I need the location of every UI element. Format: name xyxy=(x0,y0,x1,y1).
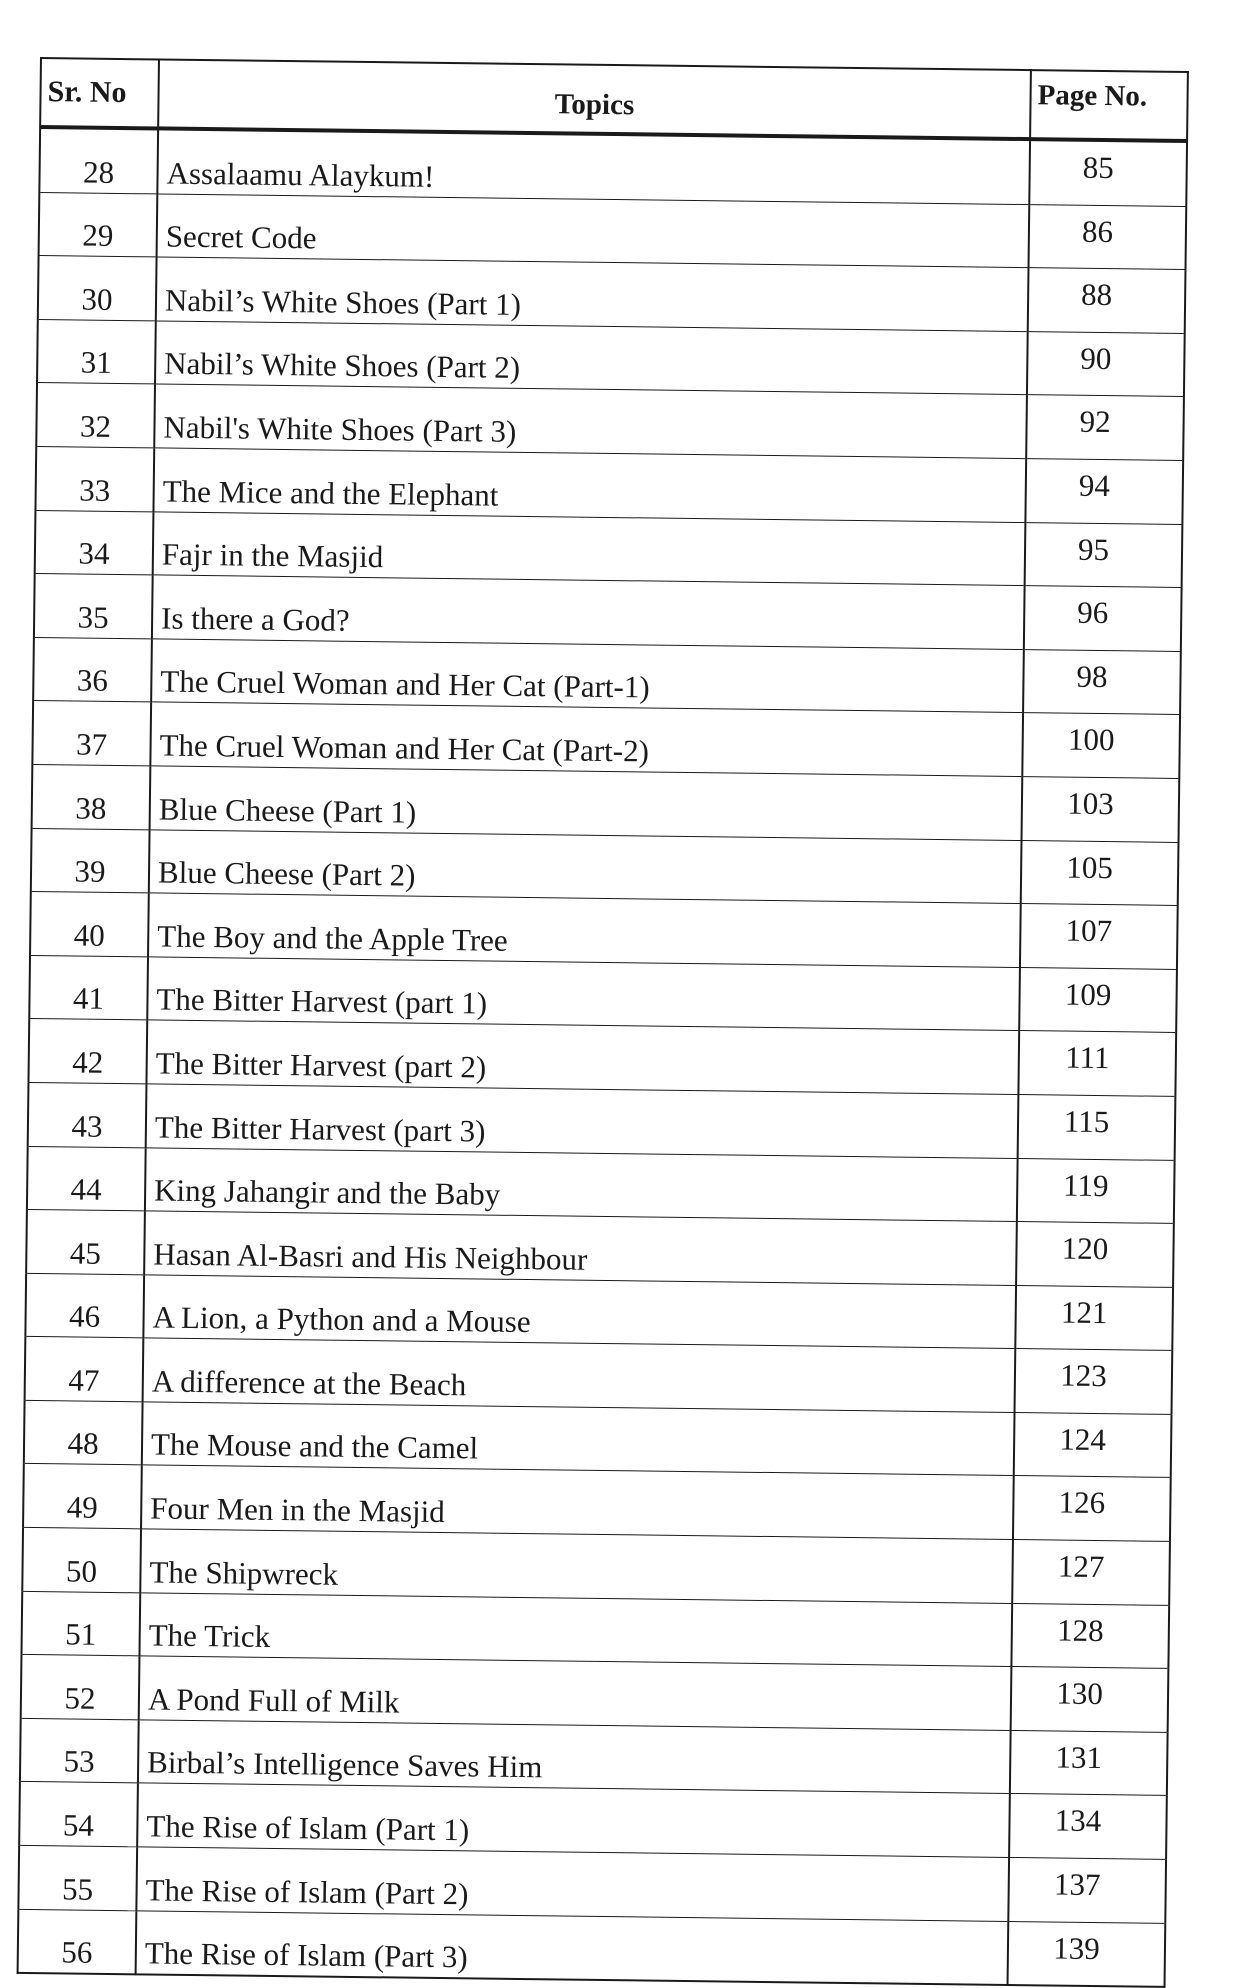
row-sr-no: 32 xyxy=(36,383,155,448)
row-sr-no: 54 xyxy=(19,1782,138,1847)
row-page-no: 124 xyxy=(1014,1412,1172,1478)
row-sr-no: 50 xyxy=(22,1527,141,1592)
row-topic: King Jahangir and the Baby xyxy=(145,1147,1018,1221)
row-topic: The Rise of Islam (Part 1) xyxy=(137,1783,1010,1857)
row-page-no: 105 xyxy=(1021,840,1179,906)
row-sr-no: 33 xyxy=(35,446,154,511)
row-sr-no: 34 xyxy=(35,510,154,575)
row-topic: The Bitter Harvest (part 2) xyxy=(146,1020,1019,1094)
row-topic: Birbal’s Intelligence Saves Him xyxy=(138,1720,1011,1794)
row-sr-no: 56 xyxy=(18,1909,137,1975)
row-page-no: 127 xyxy=(1012,1540,1170,1606)
table-body xyxy=(18,127,1187,1987)
row-page-no: 107 xyxy=(1020,904,1178,970)
row-page-no: 131 xyxy=(1010,1730,1168,1796)
row-page-no: 103 xyxy=(1022,776,1180,842)
row-topic: The Rise of Islam (Part 2) xyxy=(136,1847,1009,1921)
row-page-no: 120 xyxy=(1016,1222,1174,1288)
row-page-no: 90 xyxy=(1027,331,1185,397)
row-page-no: 95 xyxy=(1025,522,1183,588)
table-of-contents xyxy=(17,57,1189,1988)
row-sr-no: 52 xyxy=(21,1655,140,1720)
row-topic: A difference at the Beach xyxy=(143,1338,1016,1412)
row-sr-no: 55 xyxy=(18,1845,137,1910)
row-topic: The Cruel Woman and Her Cat (Part-2) xyxy=(150,702,1023,776)
row-page-no: 85 xyxy=(1029,139,1187,206)
row-page-no: 88 xyxy=(1028,268,1186,334)
row-sr-no: 31 xyxy=(37,319,156,384)
row-topic: The Mice and the Elephant xyxy=(153,448,1026,522)
row-page-no: 126 xyxy=(1013,1476,1171,1542)
header-topics: Topics xyxy=(158,59,1031,139)
row-sr-no: 43 xyxy=(28,1082,147,1147)
row-topic: Nabil’s White Shoes (Part 2) xyxy=(155,321,1028,395)
row-page-no: 137 xyxy=(1008,1858,1166,1924)
row-sr-no: 41 xyxy=(29,955,148,1020)
row-page-no: 121 xyxy=(1015,1285,1173,1351)
row-page-no: 134 xyxy=(1009,1794,1167,1860)
row-topic: The Rise of Islam (Part 3) xyxy=(136,1910,1009,1985)
row-page-no: 111 xyxy=(1018,1031,1176,1097)
row-topic: Hasan Al-Basri and His Neighbour xyxy=(144,1211,1017,1285)
row-topic: Nabil’s White Shoes (Part 1) xyxy=(156,257,1029,331)
row-topic: The Boy and the Apple Tree xyxy=(148,893,1021,967)
row-topic: Nabil's White Shoes (Part 3) xyxy=(154,384,1027,458)
header-sr-no: Sr. No xyxy=(40,58,159,128)
row-page-no: 119 xyxy=(1017,1158,1175,1224)
row-sr-no: 35 xyxy=(34,574,153,639)
row-sr-no: 38 xyxy=(32,764,151,829)
row-sr-no: 49 xyxy=(23,1464,142,1529)
row-page-no: 139 xyxy=(1008,1921,1166,1987)
row-page-no: 86 xyxy=(1028,204,1186,270)
row-sr-no: 44 xyxy=(27,1146,146,1211)
row-topic: The Bitter Harvest (part 1) xyxy=(147,957,1020,1031)
row-topic: The Bitter Harvest (part 3) xyxy=(146,1084,1019,1158)
row-topic: The Trick xyxy=(139,1592,1012,1666)
row-page-no: 100 xyxy=(1022,713,1180,779)
row-sr-no: 30 xyxy=(38,256,157,321)
row-sr-no: 53 xyxy=(20,1718,139,1783)
row-page-no: 115 xyxy=(1018,1094,1176,1160)
row-page-no: 128 xyxy=(1011,1603,1169,1669)
row-sr-no: 48 xyxy=(24,1400,143,1465)
row-page-no: 98 xyxy=(1023,649,1181,715)
row-sr-no: 42 xyxy=(28,1019,147,1084)
row-sr-no: 37 xyxy=(32,701,151,766)
table-row xyxy=(18,1909,1166,1987)
row-sr-no: 28 xyxy=(39,127,158,194)
row-page-no: 96 xyxy=(1024,586,1182,652)
row-sr-no: 40 xyxy=(30,892,149,957)
row-topic: A Pond Full of Milk xyxy=(139,1656,1012,1730)
row-topic: Assalaamu Alaykum! xyxy=(157,128,1030,204)
row-sr-no: 47 xyxy=(25,1337,144,1402)
row-sr-no: 45 xyxy=(26,1210,145,1275)
row-topic: The Mouse and the Camel xyxy=(142,1402,1015,1476)
row-page-no: 109 xyxy=(1019,967,1177,1033)
row-sr-no: 46 xyxy=(25,1273,144,1338)
row-topic: The Cruel Woman and Her Cat (Part-1) xyxy=(151,639,1024,713)
row-sr-no: 29 xyxy=(39,192,158,257)
row-sr-no: 39 xyxy=(31,828,150,893)
row-page-no: 92 xyxy=(1026,395,1184,461)
row-topic: Blue Cheese (Part 2) xyxy=(149,829,1022,903)
header-page-no: Page No. xyxy=(1030,70,1188,141)
row-topic: Secret Code xyxy=(157,194,1030,268)
row-topic: The Shipwreck xyxy=(140,1529,1013,1603)
row-topic: Is there a God? xyxy=(152,575,1025,649)
row-topic: Blue Cheese (Part 1) xyxy=(150,766,1023,840)
row-topic: Four Men in the Masjid xyxy=(141,1465,1014,1539)
row-sr-no: 36 xyxy=(33,637,152,702)
row-page-no: 94 xyxy=(1025,459,1183,525)
row-page-no: 123 xyxy=(1015,1349,1173,1415)
row-topic: Fajr in the Masjid xyxy=(153,511,1026,585)
row-page-no: 130 xyxy=(1011,1667,1169,1733)
row-topic: A Lion, a Python and a Mouse xyxy=(143,1275,1016,1349)
row-sr-no: 51 xyxy=(21,1591,140,1656)
